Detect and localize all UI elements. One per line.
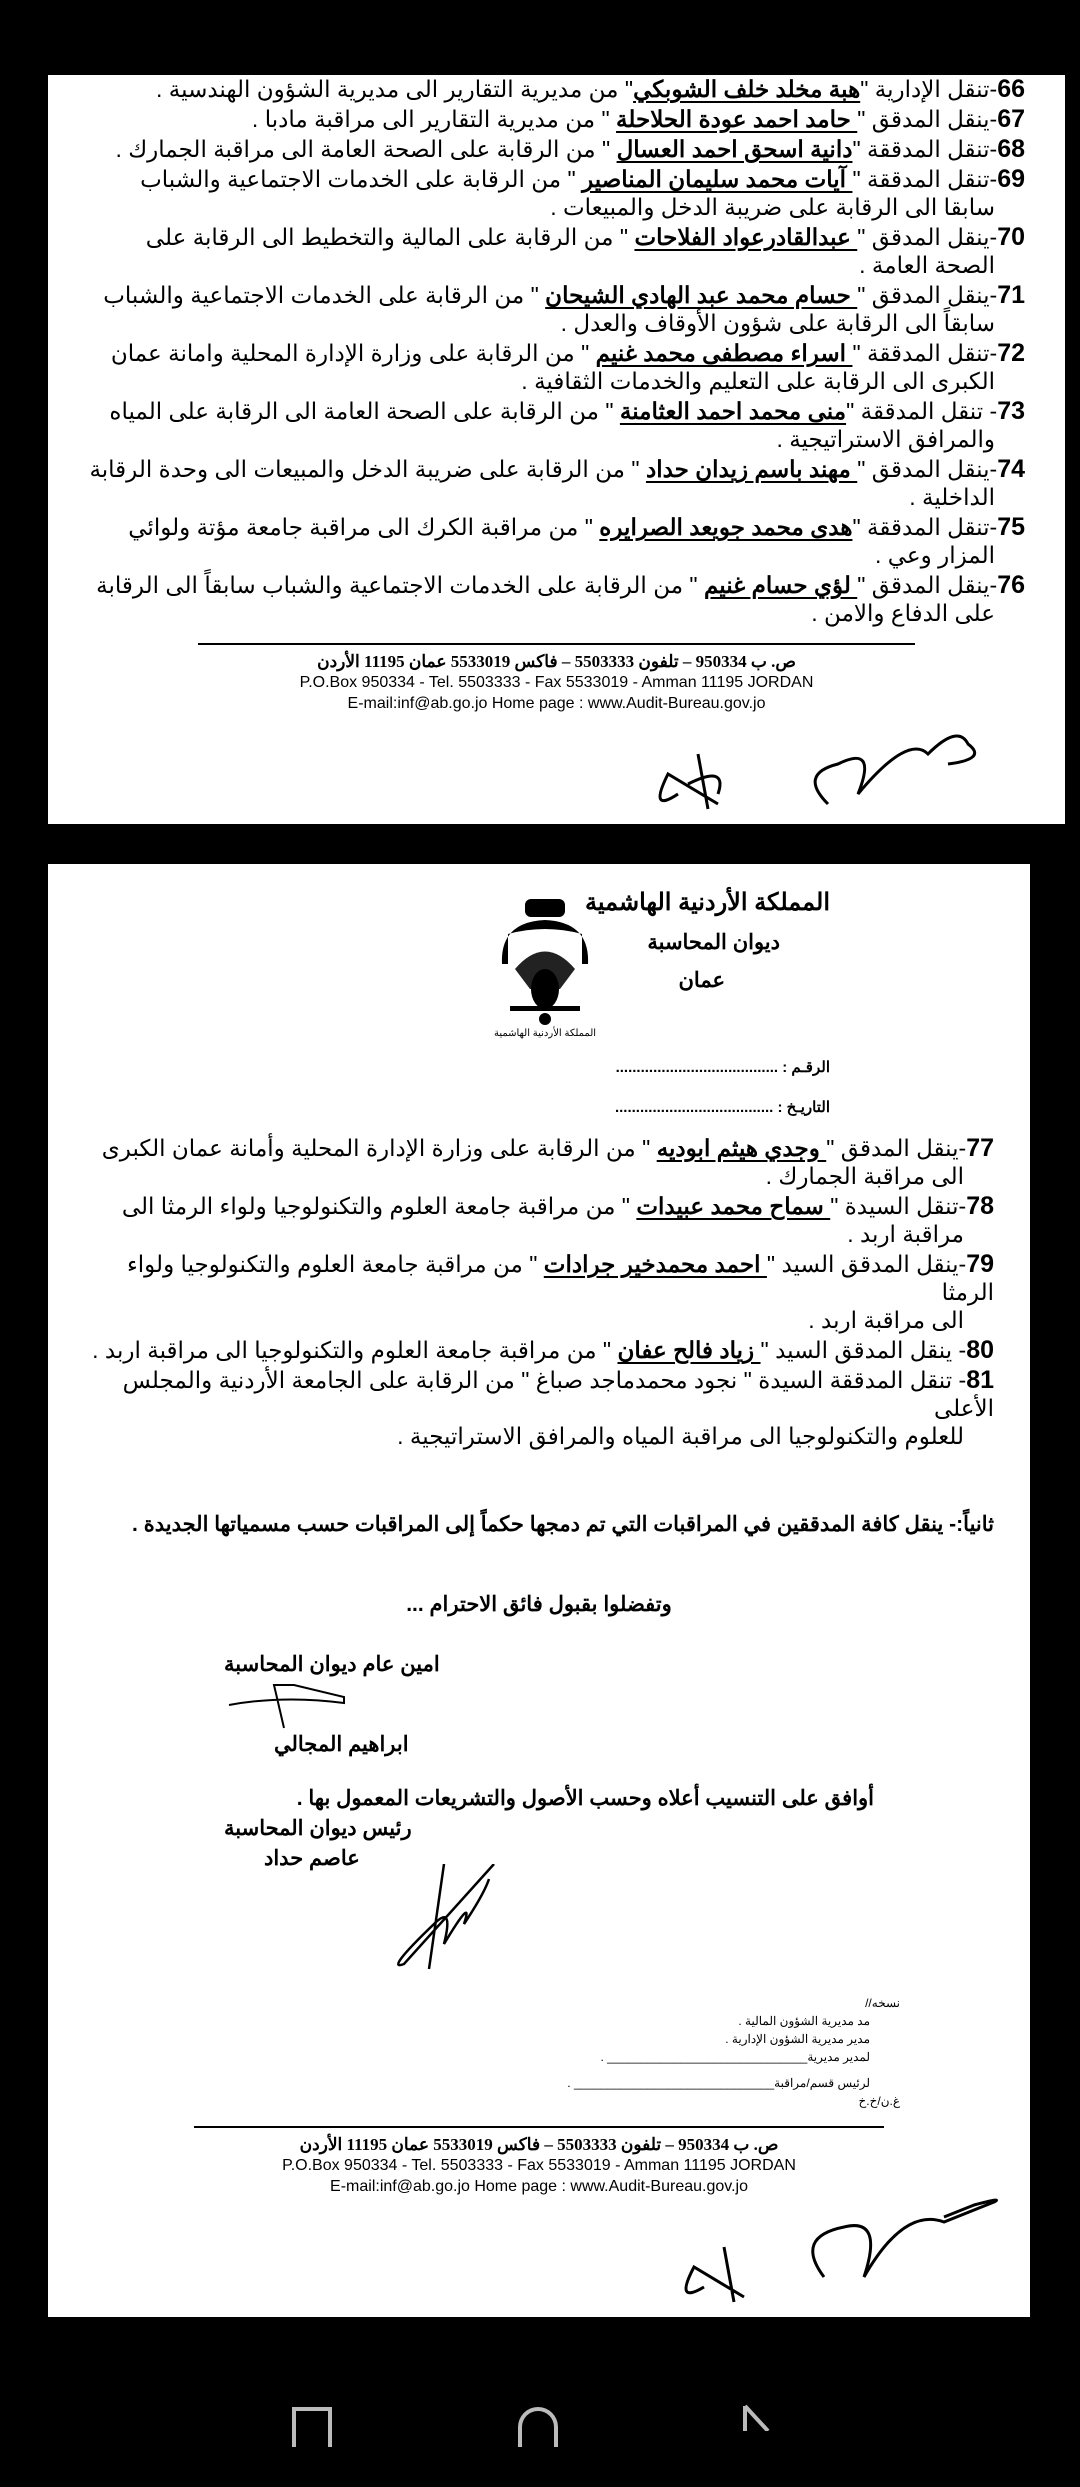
copies-section (84, 1994, 994, 2110)
item-text: " من مديرية التقارير الى مراقبة مادبا . (251, 106, 617, 132)
employee-name: حامد احمد عودة الحلاحلة (616, 106, 858, 132)
list-item (88, 75, 1025, 103)
recent-apps-button[interactable] (292, 2407, 332, 2447)
item-number: 67 (997, 105, 1025, 133)
second-clause: ثانياً:- ينقل كافة المدققين في المراقبات التي تم دمجها حكماً إلى المراقبات حسب مسمياتها الجديدة . (132, 1513, 994, 1536)
approval-text: أوافق على التنسيب أعلاه وحسب الأصول والتشريعات المعمول بها . (296, 1787, 874, 1810)
date-field: التاريـخ : ...................................... (614, 1099, 830, 1116)
copy-line: لرئيس قسم/مراقبة______________________________ . (567, 2076, 870, 2090)
employee-name: دانية اسحق احمد العسال (616, 136, 853, 162)
navigation-bar (0, 2407, 1080, 2467)
employee-name: حسام محمد عبد الهادي الشيحان (545, 282, 858, 308)
transfer-list (84, 1134, 994, 1450)
secretary-general-title: امين عام ديوان المحاسبة (224, 1653, 440, 1676)
item-number: 80 (966, 1336, 994, 1364)
item-number: 76 (997, 571, 1025, 599)
footer-arabic: ص. ب 950334 – تلفون 5503333 – فاكس 5533019 عمان 11195 الأردن (317, 652, 796, 671)
item-continuation: الى مراقبة الجمارك . (765, 1163, 964, 1189)
list-item (88, 397, 1025, 453)
item-prefix: -ينقل المدقق السيد " (766, 1251, 967, 1277)
employee-name: زياد فالح عفان (617, 1337, 761, 1363)
item-text: نجود محمدماجد صباغ " من الرقابة على الجامعة الأردنية والمجلس الأعلى (122, 1367, 994, 1421)
list-item (84, 1192, 994, 1248)
item-number: 70 (997, 223, 1025, 251)
footer-contact: E-mail:inf@ab.go.jo Home page : www.Audit-Bureau.gov.jo (330, 2178, 748, 2195)
list-item (88, 165, 1025, 221)
employee-name: منى محمد احمد العثامنة (619, 398, 847, 424)
crest-text: المملكة الأردنية الهاشمية (493, 1028, 597, 1039)
letterhead (84, 864, 994, 1134)
item-prefix: - تنقل المدققة " (846, 398, 998, 424)
list-item (88, 281, 1025, 337)
document-page-2 (48, 864, 1030, 2317)
list-item (84, 1250, 994, 1334)
item-prefix: -ينقل المدقق " (826, 1135, 967, 1161)
footer-arabic: ص. ب 950334 – تلفون 5503333 – فاكس 5533019 عمان 11195 الأردن (299, 2135, 779, 2154)
item-prefix: -تنقل المدققة " (852, 136, 998, 162)
footer-english: P.O.Box 950334 - Tel. 5503333 - Fax 5533019 - Amman 11195 JORDAN (299, 674, 814, 691)
item-continuation: والمرافق الاستراتيجية . (776, 426, 995, 452)
employee-name: هبة مخلد خلف الشوبكي (633, 76, 861, 102)
item-text: " من مراقبة جامعة العلوم والتكنولوجيا ولواء الرمثا (126, 1251, 994, 1305)
president-name: عاصم حداد (264, 1847, 360, 1870)
item-prefix: -ينقل المدقق " (857, 224, 998, 250)
item-prefix: -تنقل المدققة " (852, 514, 998, 540)
employee-name: هدى محمد جويعد الصرايره (599, 514, 853, 540)
employee-name: لؤي حسام غنيم (703, 572, 858, 598)
copy-line: لمدير مديرية______________________________ . (600, 2050, 870, 2064)
item-continuation: على الدفاع والامن . (811, 600, 995, 626)
list-item (84, 1134, 994, 1190)
copy-line: مد مديرية الشؤون المالية . (738, 2014, 870, 2028)
item-number: 75 (997, 513, 1025, 541)
employee-name: آيات محمد سليمان المناصير (582, 166, 853, 192)
item-continuation: سابقا الى الرقابة على ضريبة الدخل والمبيعات . (550, 194, 995, 220)
back-button[interactable] (740, 2401, 790, 2431)
list-item (88, 571, 1025, 627)
home-button[interactable] (518, 2407, 558, 2447)
item-prefix: -تنقل المدققة " (852, 340, 998, 366)
bureau-title: ديوان المحاسبة (647, 931, 780, 954)
item-text: " من الرقابة على الصحة العامة الى الرقابة على المياه (109, 398, 620, 424)
item-prefix: -ينقل المدقق " (857, 456, 998, 482)
item-continuation: الكبرى الى الرقابة على التعليم والخدمات الثقافية . (521, 368, 995, 394)
item-text: " من الرقابة على الصحة العامة الى مراقبة الجمارك . (115, 136, 617, 162)
item-number: 68 (997, 135, 1025, 163)
item-continuation: سابقاً الى الرقابة على شؤون الأوقاف والعدل . (560, 310, 995, 336)
item-prefix: -ينقل المدقق " (857, 572, 998, 598)
item-text: " من الرقابة على ضريبة الدخل والمبيعات الى وحدة الرقابة (89, 456, 646, 482)
list-item (88, 223, 1025, 279)
employee-name: مهند باسم زيدان حداد (645, 456, 858, 482)
item-number: 81 (966, 1366, 994, 1394)
item-text: " من الرقابة على الخدمات الاجتماعية والشباب (140, 166, 583, 192)
copies-label: نسخه// (865, 1996, 900, 2010)
item-continuation: الى مراقبة اربد . (808, 1307, 964, 1333)
item-prefix: -ينقل المدقق " (857, 282, 998, 308)
signature-initials-icon (628, 714, 1028, 814)
item-continuation: المزار وعي . (874, 542, 995, 568)
item-text: " من الرقابة على الخدمات الاجتماعية والشباب (103, 282, 546, 308)
item-number: 77 (966, 1134, 994, 1162)
item-text: " من الرقابة على الخدمات الاجتماعية والشباب سابقاً الى الرقابة (96, 572, 704, 598)
footer-address (88, 651, 1025, 714)
item-number: 73 (997, 397, 1025, 425)
item-prefix: -تنقل المدققة " (852, 166, 998, 192)
footer-address (84, 2134, 994, 2197)
item-continuation: الداخلية . (909, 484, 995, 510)
item-text: " من مراقبة جامعة العلوم والتكنولوجيا ولواء الرمثا الى (121, 1193, 637, 1219)
employee-name: وجدي هيثم ابوديه (656, 1135, 827, 1161)
list-item (84, 1336, 994, 1364)
city-title: عمان (678, 969, 725, 992)
signature-secretary-icon (224, 1680, 374, 1730)
item-text: " من الرقابة على وزارة الإدارة المحلية وامانة عمان (110, 340, 596, 366)
kingdom-title: المملكة الأردنية الهاشمية (584, 889, 830, 916)
item-continuation: الصحة العامة . (859, 252, 995, 278)
footer-divider (194, 2126, 884, 2128)
employee-name: اسراء مصطفى محمد غنيم (595, 340, 853, 366)
footer-divider (198, 643, 915, 645)
initials: غ.ن/خ.خ (858, 2094, 900, 2108)
employee-name: سماح محمد عبيدات (636, 1193, 831, 1219)
reference-number-field: الرقـم : ....................................... (615, 1059, 830, 1076)
list-item (88, 135, 1025, 163)
item-prefix: -ينقل المدقق " (857, 106, 998, 132)
list-item (88, 105, 1025, 133)
item-number: 72 (997, 339, 1025, 367)
item-number: 66 (997, 75, 1025, 103)
footer-contact: E-mail:inf@ab.go.jo Home page : www.Audit-Bureau.gov.jo (347, 695, 766, 712)
employee-name: عبدالقادرعواد الفلاحات (634, 224, 858, 250)
item-text: " من مراقبة جامعة العلوم والتكنولوجيا الى مراقبة اربد . (92, 1337, 618, 1363)
employee-name: احمد محمدخير جرادات (543, 1251, 767, 1277)
item-prefix: - ينقل المدقق السيد " (760, 1337, 967, 1363)
item-prefix: -تنقل الإدارية " (860, 76, 998, 102)
list-item (88, 339, 1025, 395)
item-continuation: للعلوم والتكنولوجيا الى مراقبة المياه والمرافق الاستراتيجية . (397, 1423, 964, 1449)
footer-english: P.O.Box 950334 - Tel. 5503333 - Fax 5533019 - Amman 11195 JORDAN (282, 2157, 796, 2174)
signature-president-icon (344, 1864, 544, 1974)
item-number: 74 (997, 455, 1025, 483)
document-page-1 (48, 75, 1065, 824)
regards-text: وتفضلوا بقبول فائق الاحترام ... (406, 1593, 672, 1616)
item-text: " من الرقابة على وزارة الإدارة المحلية وأمانة عمان الكبرى (101, 1135, 657, 1161)
transfer-list (88, 75, 1025, 627)
item-text: " من مراقبة الكرك الى مراقبة جامعة مؤتة ولوائي (128, 514, 600, 540)
signature-initials-icon (644, 2197, 1014, 2307)
list-item (88, 455, 1025, 511)
secretary-general-name: ابراهيم المجالي (274, 1733, 409, 1756)
list-item (88, 513, 1025, 569)
item-prefix: - تنقل المدققة السيدة " (737, 1367, 967, 1393)
president-section (84, 1814, 994, 1974)
item-prefix: -تنقل السيدة " (830, 1193, 967, 1219)
list-item (84, 1366, 994, 1450)
item-number: 69 (997, 165, 1025, 193)
copy-line: مدير مديرية الشؤون الإدارية . (725, 2032, 870, 2046)
item-text: " من الرقابة على المالية والتخطيط الى الرقابة على (145, 224, 635, 250)
president-title: رئيس ديوان المحاسبة (224, 1817, 412, 1840)
item-text: " من مديرية التقارير الى مديرية الشؤون الهندسية . (156, 76, 634, 102)
item-number: 79 (966, 1250, 994, 1278)
item-continuation: مراقبة اربد . (847, 1221, 964, 1247)
item-number: 71 (997, 281, 1025, 309)
item-number: 78 (966, 1192, 994, 1220)
jordan-crest-icon (490, 894, 600, 1044)
